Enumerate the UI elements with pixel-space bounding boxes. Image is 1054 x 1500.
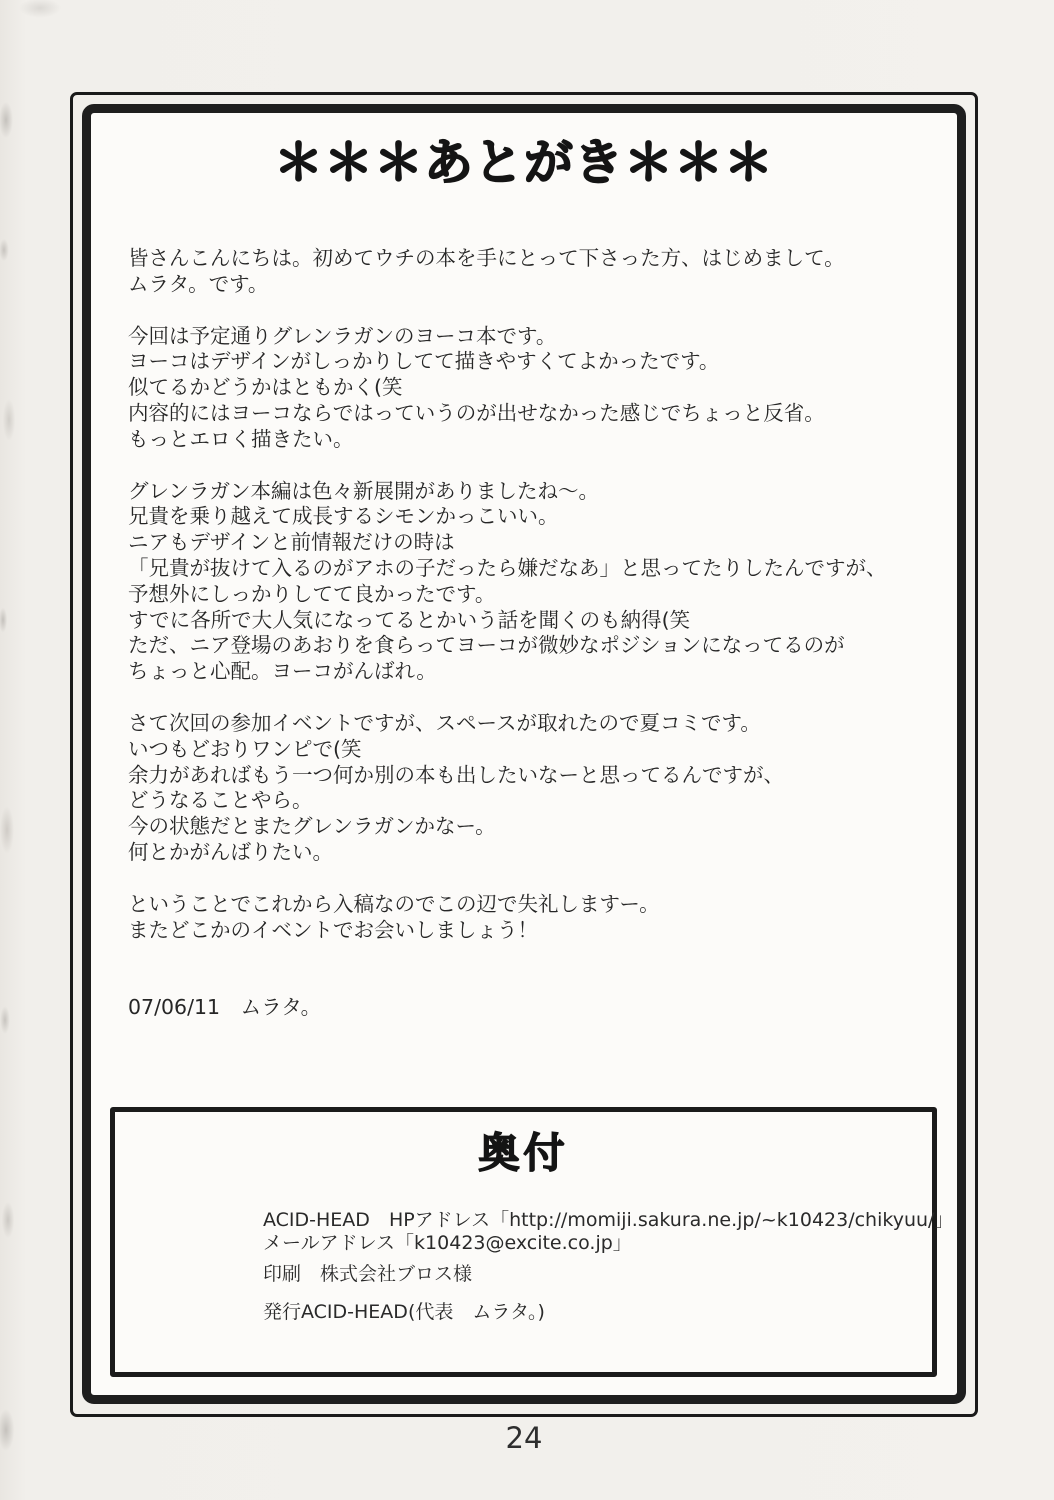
text-line: 今回は予定通りグレンラガンのヨーコ本です。 bbox=[128, 323, 557, 348]
text-line: 皆さんこんにちは。初めてウチの本を手にとって下さった方、はじめまして。 bbox=[128, 246, 845, 270]
text-line: 予想外にしっかりしてて良かったです。 bbox=[128, 581, 496, 606]
text-line: グレンラガン本編は色々新展開がありましたね～。 bbox=[128, 478, 599, 503]
text-line: 何とかがんばりたい。 bbox=[128, 839, 333, 864]
email-line: メールアドレス「k10423@excite.co.jp」 bbox=[263, 1232, 632, 1254]
colophon-details bbox=[263, 1209, 954, 1324]
text-line: 内容的にはヨーコならではっていうのが出せなかった感じでちょっと反省。 bbox=[128, 400, 825, 425]
text-line: 余力があればもう一つ何か別の本も出したいなーと思ってるんですが、 bbox=[128, 762, 784, 787]
afterword-text bbox=[128, 246, 943, 1021]
text-line: さて次回の参加イベントですが、スペースが取れたので夏コミです。 bbox=[128, 710, 761, 735]
next-event-paragraph bbox=[128, 711, 943, 866]
text-line: 「兄貴が抜けて入るのがアホの子だったら嫌だなあ」と思ってたりしたんですが、 bbox=[128, 555, 887, 580]
series-paragraph bbox=[128, 479, 943, 685]
text-line: いつもどおりワンピで(笑 bbox=[128, 736, 362, 761]
text-line: ちょっと心配。ヨーコがんばれ。 bbox=[128, 659, 437, 684]
colophon-box bbox=[110, 1107, 954, 1377]
text-line: ムラタ。です。 bbox=[128, 271, 269, 296]
text-line: またどこかのイベントでお会いしましょう！ bbox=[128, 917, 538, 942]
text-line: ヨーコはデザインがしっかりしてて描きやすくてよかったです。 bbox=[128, 349, 720, 374]
page-number: 24 bbox=[505, 1421, 543, 1455]
text-line: すでに各所で大人気になってるとかいう話を聞くのも納得(笑 bbox=[128, 607, 691, 632]
text-line: もっとエロく描きたい。 bbox=[128, 426, 354, 451]
date-signature: 07/06/11 ムラタ。 bbox=[128, 995, 322, 1020]
text-line: 似てるかどうかはともかく(笑 bbox=[128, 375, 403, 400]
closing-paragraph bbox=[128, 892, 943, 944]
text-line: どうなることやら。 bbox=[128, 788, 313, 813]
afterword-title: ＊＊＊あとがき＊＊＊ bbox=[273, 134, 774, 191]
website-line: ACID-HEAD HPアドレス「http://momiji.sakura.ne.jp/~k10423/chikyuu/」 bbox=[263, 1209, 954, 1231]
text-line: 兄貴を乗り越えて成長するシモンかっこいい。 bbox=[128, 504, 559, 529]
text-line: ただ、ニア登場のあおりを食らってヨーコが微妙なポジションになってるのが bbox=[128, 633, 845, 658]
greeting-paragraph bbox=[128, 246, 943, 298]
text-line: ということでこれから入稿なのでこの辺で失礼しますー。 bbox=[128, 891, 660, 916]
printer-line: 印刷 株式会社ブロス様 bbox=[263, 1263, 473, 1285]
text-line: 今の状態だとまたグレンラガンかなー。 bbox=[128, 814, 496, 839]
colophon-heading: 奥付 bbox=[478, 1129, 569, 1177]
publisher-line: 発行ACID-HEAD(代表 ムラタ。) bbox=[263, 1301, 545, 1323]
book-paragraph bbox=[128, 324, 943, 453]
text-line: ニアもデザインと前情報だけの時は bbox=[128, 530, 455, 555]
